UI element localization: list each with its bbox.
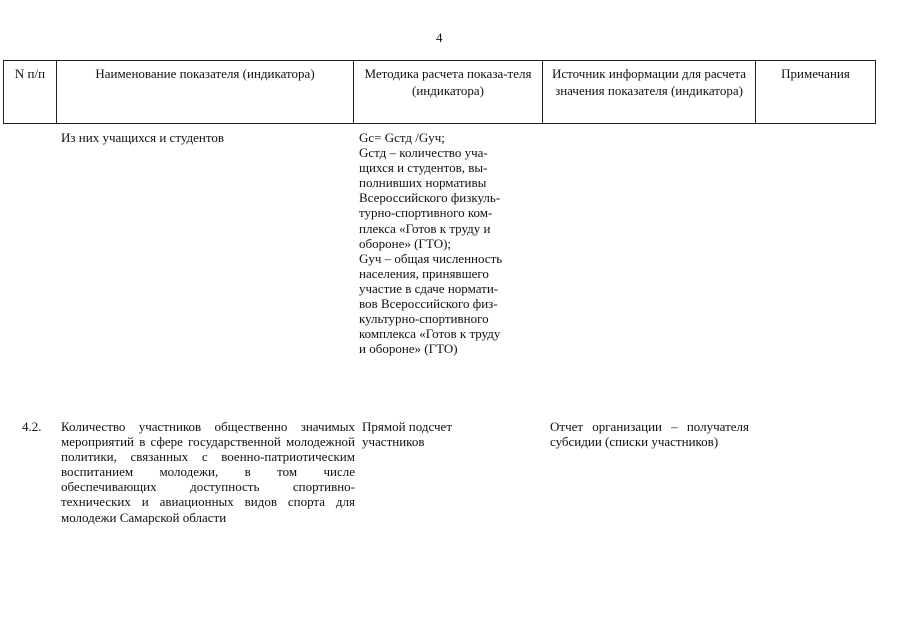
row-1-method-line: турно-спортивного ком- bbox=[359, 205, 493, 221]
row-1-method-line: участие в сдаче нормати- bbox=[359, 280, 499, 296]
header-notes: Примечания bbox=[756, 61, 876, 124]
page-number: 4 bbox=[436, 30, 443, 45]
row-1-method-line: щихся и студентов, вы- bbox=[359, 160, 488, 176]
indicator-table-header bbox=[3, 60, 876, 124]
header-num: N п/п bbox=[4, 61, 57, 124]
row-1-name: Из них учащихся и студентов bbox=[61, 130, 224, 145]
row-1-method bbox=[359, 130, 502, 356]
row-2-source: Отчет организации – получателя субсидии (списки участников) bbox=[550, 419, 749, 450]
row-1-method-line: населения, принявшего bbox=[359, 265, 489, 281]
row-1-method-line: плекса «Готов к труду и bbox=[359, 220, 491, 236]
row-1-method-line: вов Всероссийского физ- bbox=[359, 296, 498, 312]
row-1-method-line: Всероссийского физкуль- bbox=[359, 190, 501, 206]
row-2-method: Прямой подсчет участников bbox=[362, 419, 452, 450]
row-1-method-line: полнивших нормативы bbox=[359, 175, 487, 191]
row-1-method-line: и обороне» (ГТО) bbox=[359, 341, 458, 357]
table-header-row bbox=[4, 61, 876, 124]
row-1-method-line: культурно-спортивного bbox=[359, 311, 489, 327]
row-1-method-line: Gстд – количество уча- bbox=[359, 145, 488, 161]
header-method: Методика расчета показа-теля (индикатора) bbox=[354, 61, 543, 124]
row-2-name: Количество участников общественно значимых мероприятий в сфере государственной молодежной политики, связанных с военно-патриотическим воспитанием молодежи, в том числе обеспечивающих доступность спортивно-технических и авиационных видов спорта для молодежи Самарской области bbox=[61, 419, 355, 525]
row-1-method-line: комплекса «Готов к труду bbox=[359, 326, 501, 342]
header-name: Наименование показателя (индикатора) bbox=[57, 61, 354, 124]
row-1-method-line: Gс= Gстд /Gуч; bbox=[359, 130, 445, 145]
header-source: Источник информации для расчета значения показателя (индикатора) bbox=[543, 61, 756, 124]
row-1-method-line: Gуч – общая численность bbox=[359, 250, 503, 266]
row-2-num: 4.2. bbox=[22, 419, 42, 434]
row-1-method-line: обороне» (ГТО); bbox=[359, 235, 452, 251]
